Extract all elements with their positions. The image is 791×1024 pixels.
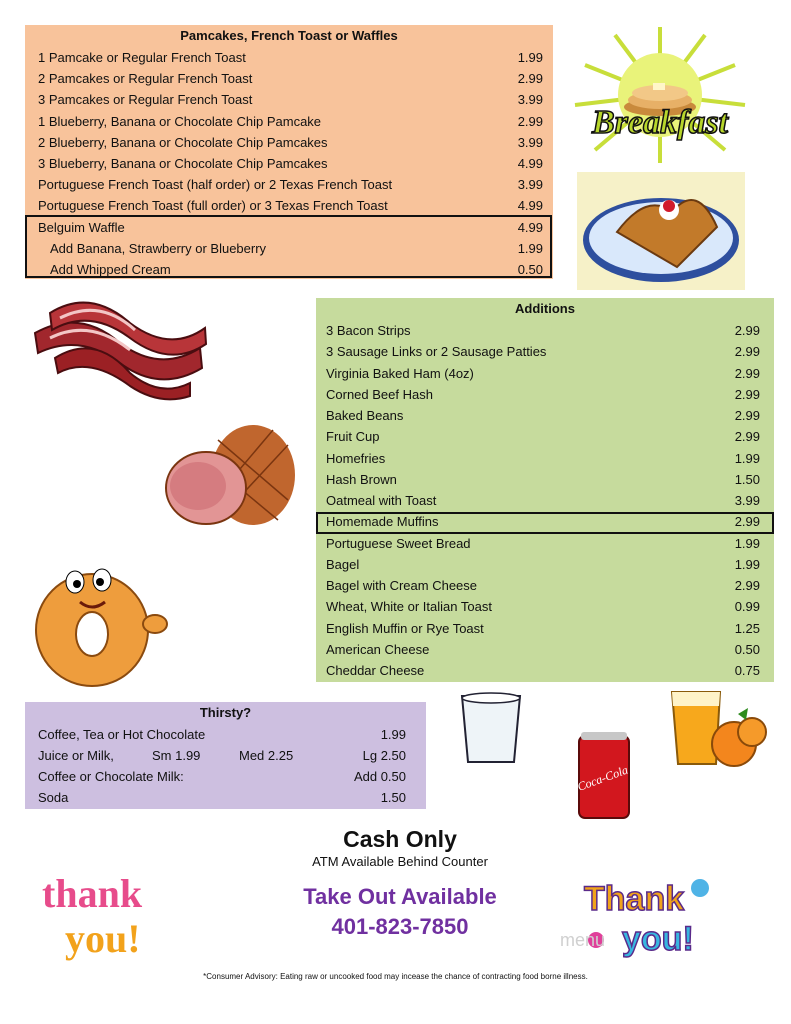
menu-item	[316, 405, 774, 426]
menu-item	[316, 575, 774, 596]
item-price: 3.99	[517, 134, 543, 150]
item-price: 1.99	[380, 727, 406, 742]
item-price: 1.99	[734, 450, 760, 466]
item-name: Portuguese French Toast (half order) or 2 Texas French Toast	[38, 177, 393, 193]
item-name: Virginia Baked Ham (4oz)	[326, 365, 474, 381]
additions-title: Additions	[515, 301, 575, 316]
watermark-text: menu	[560, 930, 606, 950]
item-name: Hash Brown	[326, 471, 397, 487]
item-price: 0.99	[734, 599, 760, 615]
item-price: 3.99	[517, 92, 543, 108]
menu-item	[316, 469, 774, 490]
milk-glass-icon	[456, 690, 526, 768]
menu-item	[25, 195, 553, 216]
item-price: 0.50	[517, 261, 543, 277]
item-name: Bagel	[326, 556, 360, 572]
bacon-image-icon	[30, 288, 210, 403]
item-price: 2.99	[734, 344, 760, 360]
item-name: Add Whipped Cream	[50, 261, 171, 277]
item-price: 2.99	[734, 578, 760, 593]
you-left-word: you!	[65, 916, 141, 961]
item-name: 3 Bacon Strips	[326, 323, 411, 338]
item-name: Coffee or Chocolate Milk:	[38, 769, 184, 784]
menu-item	[25, 111, 553, 132]
menu-item	[25, 724, 426, 745]
menu-item	[316, 554, 774, 575]
menu-item	[25, 745, 426, 766]
item-name: Juice or Milk,	[38, 748, 114, 763]
item-name: Oatmeal with Toast	[326, 493, 437, 508]
menu-item	[316, 660, 774, 681]
cola-can-icon	[575, 730, 633, 822]
menu-item	[25, 787, 426, 808]
menu-item	[316, 320, 774, 341]
item-price: 2.99	[734, 365, 760, 381]
item-price: 2.99	[734, 386, 760, 402]
item-name: American Cheese	[326, 641, 430, 657]
item-price: 1.99	[734, 535, 760, 551]
item-price: 1.99	[734, 556, 760, 572]
size-small-price: Sm 1.99	[152, 748, 201, 763]
size-medium-price: Med 2.25	[239, 748, 294, 763]
cola-label-text: Coca-Cola	[575, 762, 630, 794]
thirsty-section	[25, 702, 426, 809]
take-out-heading: Take Out Available	[303, 884, 497, 909]
you-right-word: you!	[622, 920, 694, 958]
pancakes-title: Pamcakes, French Toast or Waffles	[180, 28, 398, 43]
thirsty-title: Thirsty?	[199, 705, 252, 720]
thank-you-left-icon	[40, 862, 150, 962]
phone-number: 401-823-7850	[331, 914, 469, 939]
menu-item	[316, 639, 774, 660]
item-name: Baked Beans	[326, 408, 404, 423]
item-price: 2.99	[517, 113, 543, 129]
item-name: Add Banana, Strawberry or Blueberry	[50, 240, 267, 256]
menu-item	[25, 153, 553, 174]
item-price: 1.50	[380, 790, 406, 805]
item-price: Add 0.50	[353, 769, 406, 784]
item-price: 0.75	[734, 663, 760, 678]
item-name: Portuguese Sweet Bread	[326, 535, 471, 551]
thank-right-word: Thank	[584, 880, 685, 918]
item-name: 3 Blueberry, Banana or Chocolate Chip Pamcakes	[38, 155, 328, 171]
menu-item	[316, 533, 774, 554]
item-price: 2.99	[734, 429, 760, 445]
item-name: Portuguese French Toast (full order) or 3 Texas French Toast	[38, 198, 388, 214]
item-price: 1.25	[734, 620, 760, 636]
bagel-image-icon	[30, 552, 175, 692]
item-name: Fruit Cup	[326, 429, 380, 445]
waffle-highlight-box	[25, 215, 552, 278]
orange-juice-icon	[668, 688, 768, 770]
menu-item	[25, 68, 553, 89]
menu-item	[25, 766, 426, 787]
item-price: 4.99	[517, 219, 543, 235]
item-name: English Muffin or Rye Toast	[326, 620, 484, 636]
item-name: Cheddar Cheese	[326, 663, 425, 678]
ham-image-icon	[158, 420, 298, 535]
item-name: 1 Pamcake or Regular French Toast	[38, 50, 246, 65]
item-name: 2 Pamcakes or Regular French Toast	[38, 71, 253, 87]
item-price: 3.99	[517, 177, 543, 193]
item-name: Corned Beef Hash	[326, 386, 433, 402]
consumer-advisory: *Consumer Advisory: Eating raw or uncooked food may incease the chance of contracting food borne illness.	[203, 972, 588, 981]
atm-note: ATM Available Behind Counter	[312, 854, 488, 869]
menu-item	[316, 618, 774, 639]
menu-item	[25, 89, 553, 110]
size-large-price: Lg 2.50	[362, 748, 406, 763]
item-price: 1.50	[734, 471, 760, 487]
item-name: Belguim Waffle	[38, 219, 125, 235]
menu-item	[316, 596, 774, 617]
item-price: 2.99	[734, 408, 760, 423]
item-price: 1.99	[517, 50, 543, 65]
menu-item	[316, 448, 774, 469]
menu-item	[316, 341, 774, 362]
cash-only-heading: Cash Only	[343, 826, 457, 852]
thank-left-word: thank	[42, 871, 143, 916]
item-price: 2.99	[734, 323, 760, 338]
additions-section	[316, 298, 774, 682]
item-name: Homefries	[326, 450, 386, 466]
item-price: 1.99	[517, 240, 543, 256]
muffins-highlight-box	[316, 512, 774, 534]
item-name: Soda	[38, 790, 69, 805]
item-price: 3.99	[734, 493, 760, 508]
item-price: 2.99	[734, 514, 760, 530]
item-name: Bagel with Cream Cheese	[326, 578, 478, 593]
item-price: 4.99	[517, 155, 543, 171]
menu-item	[316, 426, 774, 447]
item-price: 4.99	[517, 198, 543, 214]
menu-item	[316, 363, 774, 384]
item-price: 2.99	[517, 71, 543, 87]
item-name: Wheat, White or Italian Toast	[326, 599, 492, 615]
item-name: Homemade Muffins	[326, 514, 439, 530]
item-price: 0.50	[734, 641, 760, 657]
breakfast-logo-text: Breakfast	[592, 104, 728, 141]
item-name: 1 Blueberry, Banana or Chocolate Chip Pamcake	[38, 113, 322, 129]
item-name: 3 Sausage Links or 2 Sausage Patties	[326, 344, 547, 360]
item-name: 2 Blueberry, Banana or Chocolate Chip Pamcakes	[38, 134, 328, 150]
menu-item	[25, 47, 553, 68]
item-name: Coffee, Tea or Hot Chocolate	[38, 727, 206, 742]
menu-item	[25, 132, 553, 153]
menu-item	[316, 384, 774, 405]
menu-item	[25, 174, 553, 195]
breakfast-logo-icon	[565, 25, 755, 165]
item-name: 3 Pamcakes or Regular French Toast	[38, 92, 253, 108]
waffle-image-icon	[577, 172, 745, 290]
menu-item	[316, 490, 774, 511]
